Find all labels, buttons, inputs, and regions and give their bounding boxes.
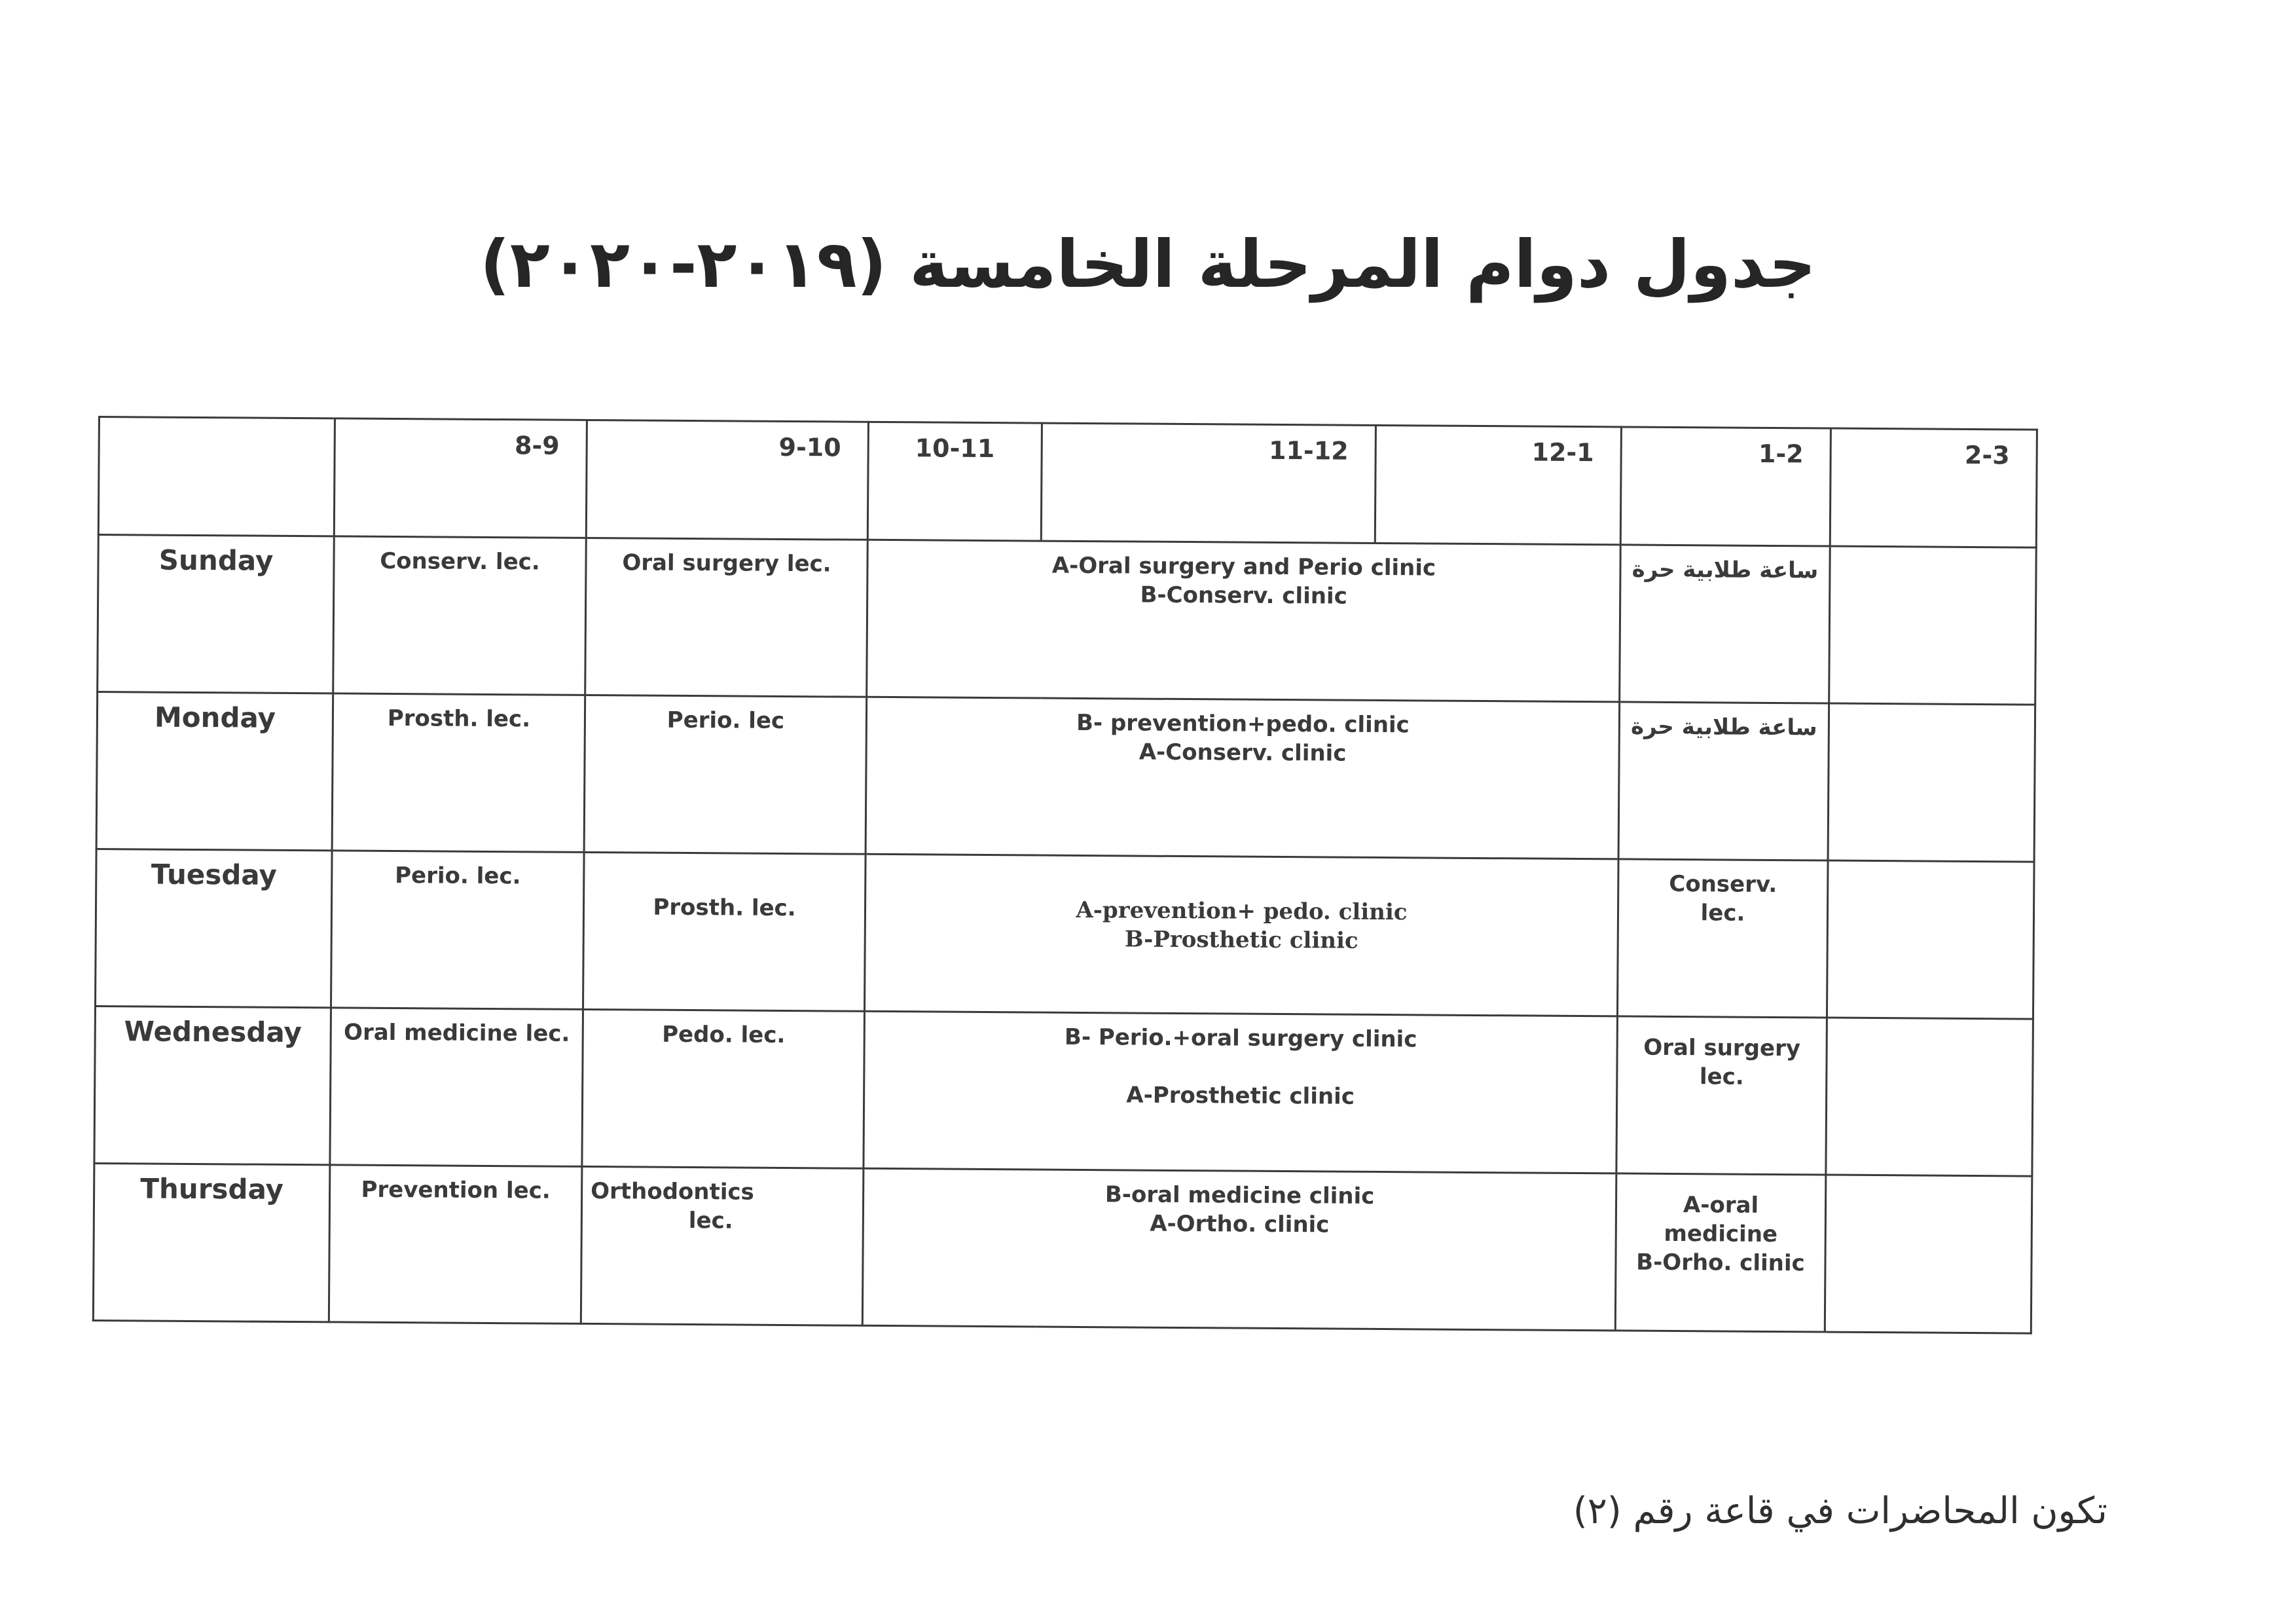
cell-8-9: Oral medicine lec.	[330, 1008, 583, 1167]
cell-2-3	[1829, 546, 2037, 705]
cell-2-3	[1826, 1018, 2033, 1176]
cell-1-2	[1615, 1173, 1826, 1332]
clinic-cell	[864, 1011, 1618, 1173]
clinic-cell	[862, 1168, 1616, 1331]
cell-line: B-Orho. clinic	[1636, 1249, 1805, 1277]
time-header: 12-1	[1375, 425, 1621, 544]
clinic-line: A-Prosthetic clinic	[1126, 1082, 1355, 1110]
cell-line: Oral surgery lec.	[1643, 1034, 1801, 1090]
cell-line: ساعة طلابية حرة	[1631, 556, 1819, 584]
time-header: 1-2	[1620, 427, 1831, 546]
cell-2-3	[1825, 1175, 2032, 1333]
clinic-line: A-Oral surgery and Perio clinic	[1051, 552, 1436, 581]
time-header: 10-11	[867, 422, 1042, 541]
clinic-cell	[864, 854, 1618, 1016]
day-row-tuesday	[96, 849, 2035, 1019]
cell-1-2	[1620, 545, 1831, 703]
corner-cell	[98, 417, 335, 536]
cell-2-3	[1827, 860, 2034, 1019]
cell-9-10: Pedo. lec.	[582, 1009, 865, 1168]
cell-line: A-oral medicine	[1664, 1192, 1778, 1248]
clinic-line: A-prevention+ pedo. clinic	[1076, 896, 1408, 926]
cell-1-2	[1618, 702, 1829, 860]
cell-8-9: Perio. lec.	[331, 851, 585, 1010]
cell-line: Orthodontics	[591, 1178, 754, 1206]
day-label: Tuesday	[96, 849, 333, 1007]
cell-line: Conserv.	[1669, 870, 1777, 898]
cell-line: ساعة طلابية حرة	[1630, 713, 1817, 741]
clinic-line: B-Prosthetic clinic	[1124, 926, 1358, 954]
time-header: 11-12	[1041, 423, 1376, 543]
day-row-sunday	[98, 535, 2037, 705]
cell-8-9: Conserv. lec.	[333, 536, 587, 695]
cell-line: lec.	[688, 1208, 733, 1234]
cell-line: lec.	[1700, 900, 1745, 927]
day-label: Thursday	[93, 1163, 330, 1321]
schedule-table-wrapper	[92, 416, 2038, 1335]
cell-9-10: Perio. lec	[584, 695, 867, 854]
cell-2-3	[1828, 703, 2035, 862]
cell-8-9: Prosth. lec.	[332, 693, 585, 853]
clinic-cell	[866, 697, 1620, 859]
footer-note: تكون المحاضرات في قاعة رقم (٢)	[1573, 1490, 2107, 1532]
page-title: جدول دوام المرحلة الخامسة (٢٠١٩-٢٠٢٠)	[480, 226, 1816, 303]
day-label: Monday	[96, 692, 333, 851]
clinic-line: B- Perio.+oral surgery clinic	[1064, 1024, 1417, 1053]
day-label: Sunday	[98, 535, 335, 693]
day-row-monday	[96, 692, 2035, 862]
clinic-cell	[867, 540, 1621, 702]
clinic-line: B-Conserv. clinic	[1140, 581, 1347, 610]
cell-9-10: Prosth. lec.	[583, 852, 866, 1011]
cell-9-10	[581, 1166, 864, 1325]
day-row-thursday	[93, 1163, 2032, 1333]
clinic-line: A-Conserv. clinic	[1139, 739, 1347, 767]
cell-8-9: Prevention lec.	[329, 1165, 582, 1324]
header-row	[98, 417, 2037, 548]
cell-1-2	[1616, 1016, 1827, 1175]
clinic-line: B- prevention+pedo. clinic	[1076, 709, 1410, 739]
cell-9-10: Oral surgery lec.	[585, 538, 868, 697]
day-label: Wednesday	[94, 1006, 331, 1164]
time-header: 2-3	[1830, 428, 2037, 547]
day-row-wednesday	[94, 1006, 2033, 1176]
schedule-table	[92, 416, 2038, 1335]
clinic-line: A-Ortho. clinic	[1150, 1210, 1330, 1238]
time-header: 9-10	[586, 420, 868, 540]
time-header: 8-9	[334, 418, 587, 538]
clinic-line: B-oral medicine clinic	[1104, 1181, 1375, 1209]
cell-1-2	[1617, 859, 1828, 1018]
line-gap	[873, 1050, 1608, 1084]
